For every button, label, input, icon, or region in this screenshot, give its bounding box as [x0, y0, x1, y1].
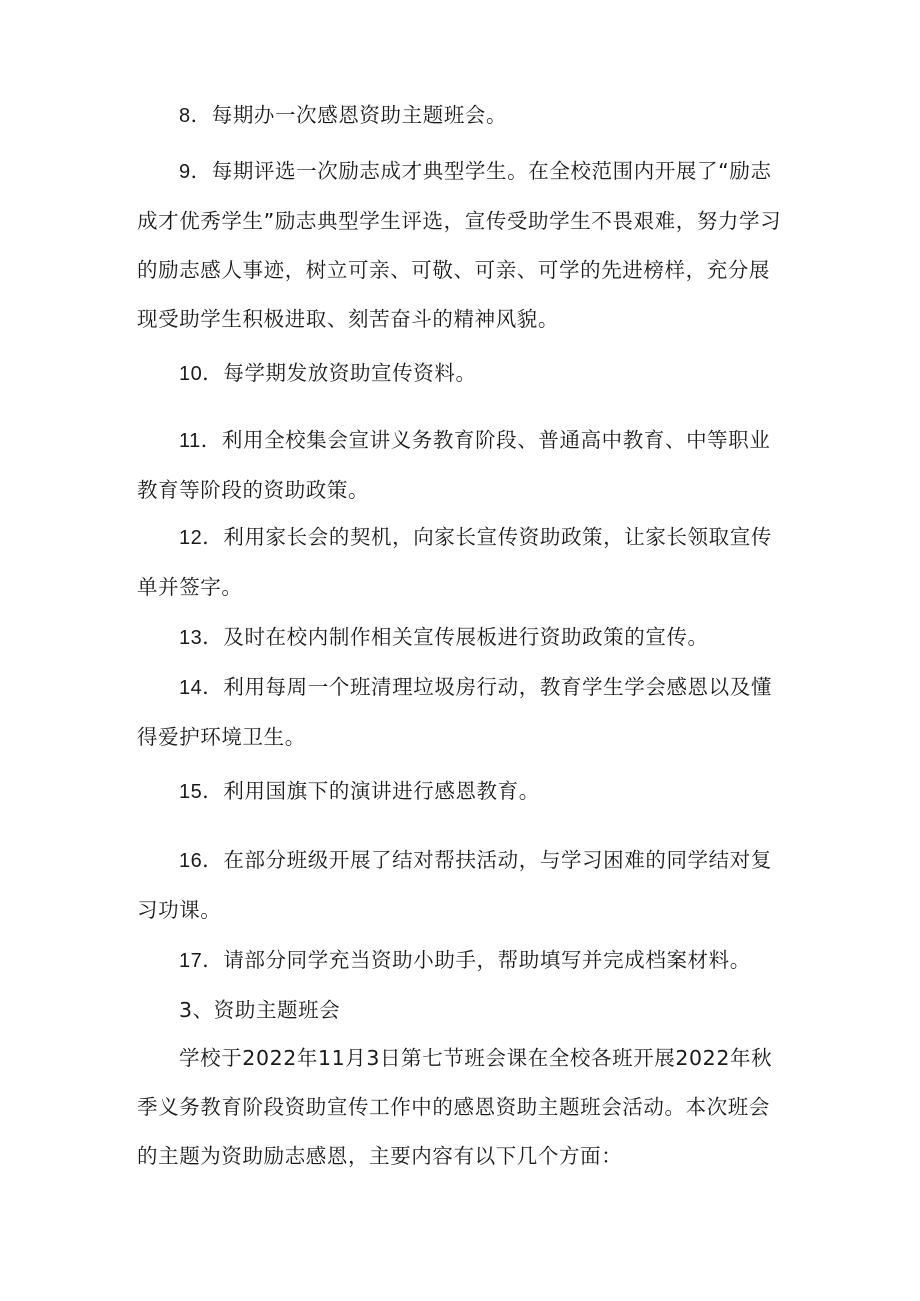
- item-15: [137, 767, 787, 817]
- item-text: ．利用每周一个班清理垃圾房行动，教育学生学会感恩以及懂得爱护环境卫生。: [137, 675, 772, 749]
- item-number: 12: [179, 527, 203, 549]
- item-13: [137, 613, 787, 663]
- item-9: [137, 147, 787, 344]
- item-number: 16: [179, 850, 203, 872]
- item-text: ．利用家长会的契机，向家长宣传资助政策，让家长领取宣传单并签字。: [137, 525, 772, 599]
- item-text: ．每期评选一次励志成才典型学生。在全校范围内开展了“励志成才优秀学生”励志典型学生评选，宣传受助学生不畏艰难，努力学习的励志感人事迹，树立可亲、可敬、可亲、可学的先进榜样，充分展现受助学生积极进取、刻苦奋斗的精神风貌。: [137, 159, 782, 331]
- item-12: [137, 513, 787, 612]
- item-number: 8: [179, 105, 191, 127]
- item-number: 10: [179, 363, 203, 385]
- item-text: ．每学期发放资助宣传资料。: [202, 361, 477, 385]
- item-text: ．请部分同学充当资助小助手，帮助填写并完成档案材料。: [202, 948, 751, 972]
- item-number: 9: [179, 161, 191, 183]
- item-text: ．及时在校内制作相关宣传展板进行资助政策的宣传。: [202, 625, 709, 649]
- item-8: [137, 91, 787, 141]
- closing-paragraph: 学校于2022年11月3日第七节班会课在全校各班开展2022年秋季义务教育阶段资助宣传工作中的感恩资助主题班会活动。本次班会的主题为资助励志感恩，主要内容有以下几个方面：: [137, 1046, 773, 1168]
- item-16: [137, 836, 787, 935]
- item-10: [137, 349, 787, 399]
- item-14: [137, 663, 787, 762]
- item-text: ．利用国旗下的演讲进行感恩教育。: [202, 779, 540, 803]
- item-number: 11: [179, 430, 201, 452]
- item-number: 14: [179, 677, 203, 699]
- item-17: [137, 936, 787, 986]
- item-text: ．每期办一次感恩资助主题班会。: [190, 103, 508, 127]
- item-text: ．利用全校集会宣讲义务教育阶段、普通高中教育、中等职业教育等阶段的资助政策。: [137, 428, 771, 502]
- item-number: 13: [179, 627, 203, 649]
- item-number: 17: [179, 950, 203, 972]
- section-heading: 3、资助主题班会: [179, 998, 341, 1022]
- item-number: 15: [179, 781, 203, 803]
- item-11: [137, 416, 787, 515]
- item-text: ．在部分班级开展了结对帮扶活动，与学习困难的同学结对复习功课。: [137, 848, 772, 922]
